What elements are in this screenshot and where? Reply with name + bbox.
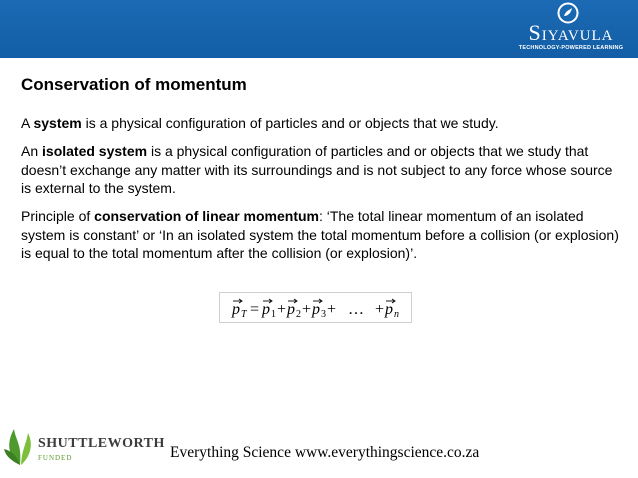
- isolated-system-definition: [21, 142, 621, 198]
- formula-term-2: p: [287, 301, 295, 318]
- formula-plus-3: +: [327, 301, 337, 318]
- term-conservation: conservation of linear momentum: [94, 208, 319, 224]
- formula-lhs-sub: T: [241, 309, 247, 320]
- leaf-icon: [4, 423, 36, 467]
- page-title: Conservation of momentum: [21, 75, 247, 94]
- text-post: : ‘The total linear momentum of an isolated system is constant’ or ‘In an isolated system the total momentum before a collision (or explosion) is equal to the total momentum after the collision (or explosion)’.: [21, 208, 619, 261]
- text-pre: A: [21, 115, 34, 131]
- formula-last-sub: n: [394, 309, 399, 320]
- formula-plus-1: +: [277, 301, 287, 318]
- formula-term-1-sub: 1: [271, 309, 276, 320]
- shuttleworth-logo: [4, 420, 165, 470]
- formula-term-3-sub: 3: [321, 309, 326, 320]
- formula-plus-4: +: [375, 301, 385, 318]
- text-post: is a physical configuration of particles and or objects that we study.: [81, 115, 499, 131]
- formula-plus-2: +: [302, 301, 312, 318]
- header-bar: [0, 0, 638, 58]
- term-isolated-system: isolated system: [42, 143, 148, 159]
- formula-lhs: p: [232, 301, 240, 318]
- system-definition: [21, 114, 621, 133]
- formula-term-1: p: [262, 301, 270, 318]
- formula-ellipsis: …: [348, 301, 364, 318]
- term-system: system: [33, 115, 82, 131]
- conservation-principle: [21, 207, 621, 263]
- formula-term-3: p: [312, 301, 320, 318]
- brand-name: Siyavula: [528, 20, 614, 45]
- formula-equals: =: [250, 301, 260, 318]
- footer-text: Everything Science www.everythingscience.co.za: [170, 444, 480, 461]
- formula-last: p: [385, 301, 393, 318]
- funder-name: SHUTTLEWORTH: [38, 436, 165, 451]
- text-post: is a physical configuration of particles and or objects that we study that doesn’t exchange any matter with its surroundings and is not subject to any force whose source is external to the system.: [21, 143, 613, 196]
- momentum-formula: [219, 292, 412, 323]
- text-pre: An: [21, 143, 43, 159]
- text-pre: Principle of: [21, 208, 95, 224]
- brand-tagline: TECHNOLOGY-POWERED LEARNING: [518, 45, 624, 51]
- formula-term-2-sub: 2: [296, 309, 301, 320]
- funder-sub: FUNDED: [38, 454, 73, 462]
- siyavula-logo: [512, 2, 630, 54]
